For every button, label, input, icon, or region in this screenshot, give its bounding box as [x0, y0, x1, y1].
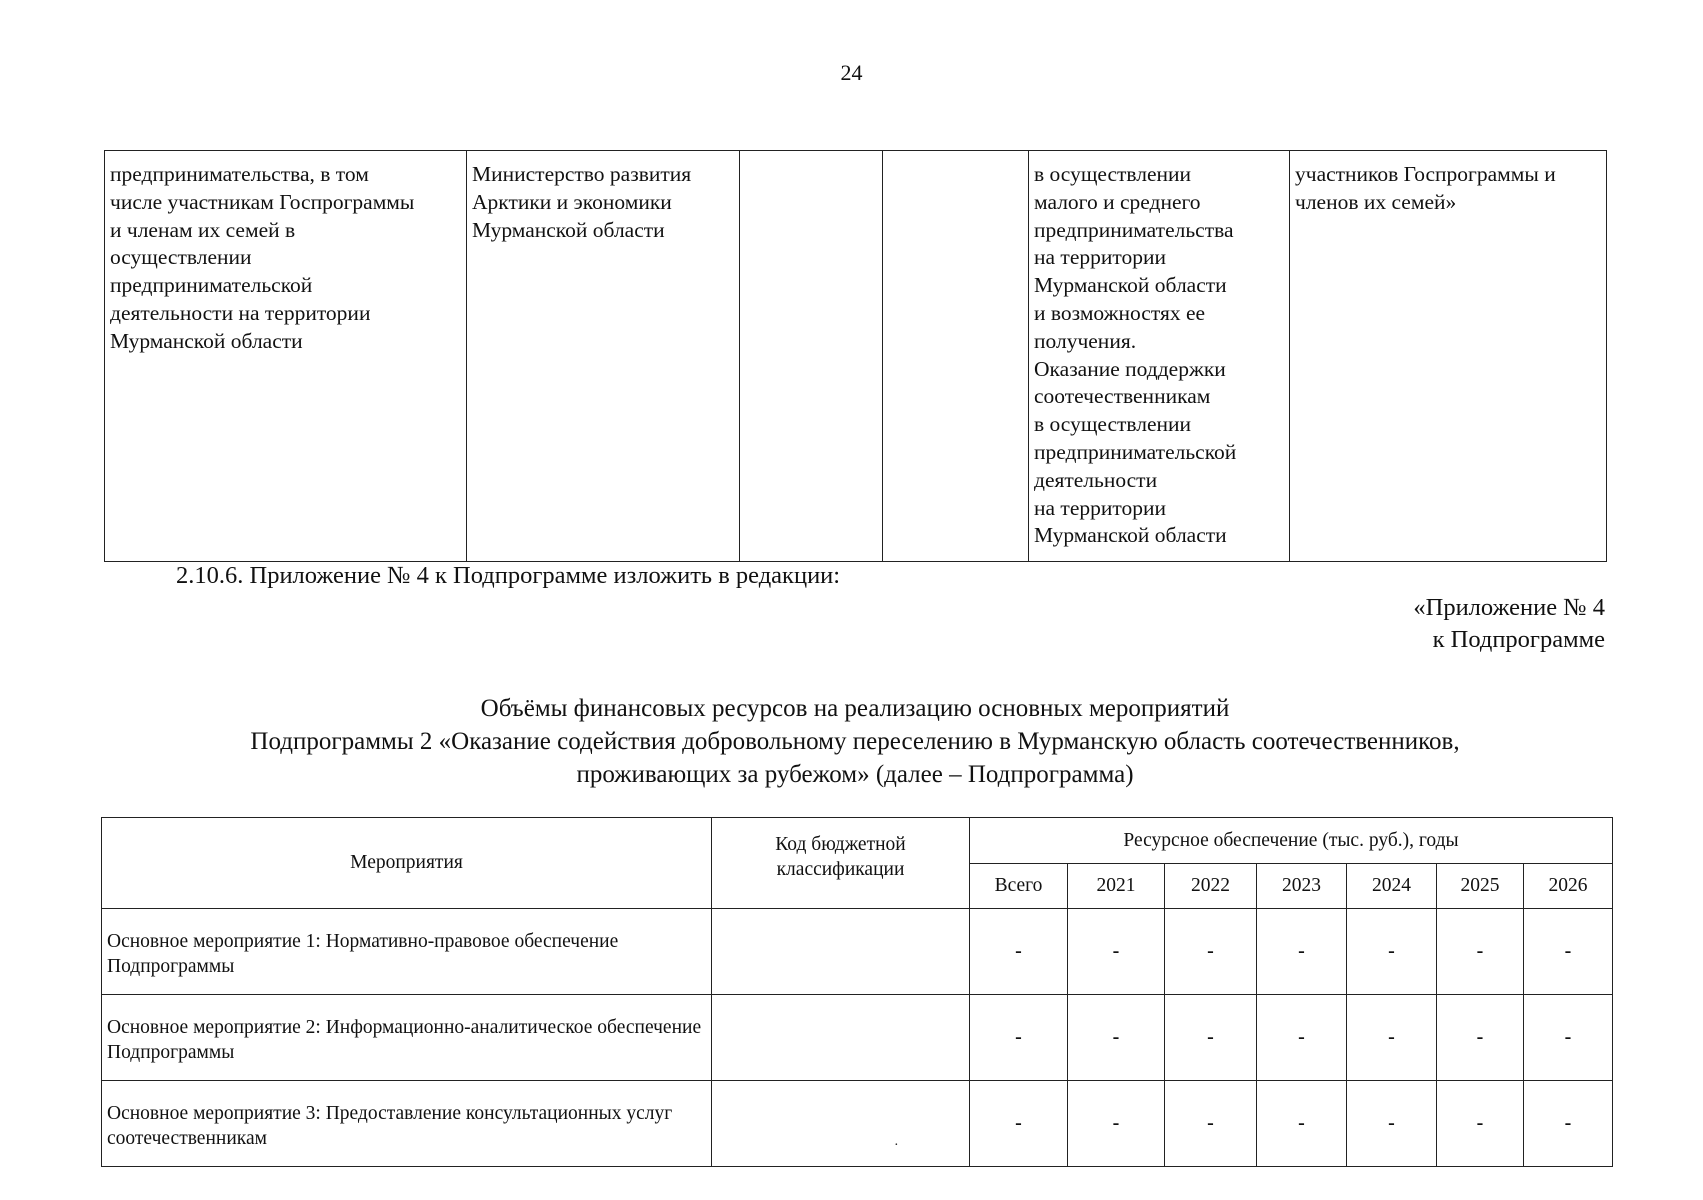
- value-cell: -: [970, 995, 1068, 1081]
- value-cell: -: [1165, 995, 1257, 1081]
- header-year: 2021: [1068, 864, 1165, 909]
- value-cell: -: [1068, 909, 1165, 995]
- value-cell: -: [1524, 1081, 1613, 1167]
- header-year: 2026: [1524, 864, 1613, 909]
- table-cell: [740, 151, 883, 562]
- appendix-heading: [1413, 592, 1605, 656]
- appendix-line: «Приложение № 4: [1413, 594, 1605, 621]
- value-cell: -: [1437, 909, 1524, 995]
- budget-code-cell: [712, 995, 970, 1081]
- appendix-line: к Подпрограмме: [1432, 626, 1605, 653]
- value-cell: -: [1257, 909, 1347, 995]
- finance-table: [101, 817, 1613, 1167]
- page-number: 24: [840, 60, 863, 85]
- continuation-table: [104, 150, 1607, 562]
- value-cell: -: [1347, 995, 1437, 1081]
- header-year: 2022: [1165, 864, 1257, 909]
- title-line: проживающих за рубежом» (далее – Подпрограмма): [576, 761, 1134, 788]
- value-cell: -: [970, 1081, 1068, 1167]
- value-cell: -: [1165, 1081, 1257, 1167]
- value-cell: -: [1524, 909, 1613, 995]
- header-resources: Ресурсное обеспечение (тыс. руб.), годы: [970, 818, 1613, 864]
- value-cell: -: [1437, 995, 1524, 1081]
- scan-dot: ·: [894, 1138, 899, 1153]
- document-title: [104, 692, 1606, 791]
- title-line: Подпрограммы 2 «Оказание содействия добровольному переселению в Мурманскую область соотечественников,: [250, 728, 1460, 755]
- header-activities: Мероприятия: [102, 818, 712, 909]
- header-budget-code: Код бюджетной классификации: [712, 818, 970, 909]
- title-line: Объёмы финансовых ресурсов на реализацию основных мероприятий: [480, 695, 1230, 722]
- budget-code-cell: [712, 1081, 970, 1167]
- header-row: [102, 818, 1613, 864]
- table-row: [102, 995, 1613, 1081]
- value-cell: -: [1068, 995, 1165, 1081]
- amendment-paragraph: 2.10.6. Приложение № 4 к Подпрограмме изложить в редакции:: [176, 562, 841, 589]
- activity-cell: Основное мероприятие 1: Нормативно-правовое обеспечение Подпрограммы: [102, 909, 712, 995]
- value-cell: -: [1524, 995, 1613, 1081]
- table-row: [102, 1081, 1613, 1167]
- value-cell: -: [1347, 909, 1437, 995]
- value-cell: -: [1257, 995, 1347, 1081]
- value-cell: -: [1437, 1081, 1524, 1167]
- table-cell: предпринимательства, в том числе участникам Госпрограммы и членам их семей в осуществлении предпринимательской деятельности на территории Мурманской области: [105, 151, 467, 562]
- value-cell: -: [1347, 1081, 1437, 1167]
- activity-cell: Основное мероприятие 2: Информационно-аналитическое обеспечение Подпрограммы: [102, 995, 712, 1081]
- value-cell: -: [1257, 1081, 1347, 1167]
- budget-code-cell: [712, 909, 970, 995]
- value-cell: -: [1165, 909, 1257, 995]
- header-year: 2025: [1437, 864, 1524, 909]
- table-cell: в осуществлении малого и среднего предпринимательства на территории Мурманской области и возможностях ее получения. Оказание поддержки соотечественникам в осуществлении предпринимательской деятельности на территории Мурманской области: [1029, 151, 1290, 562]
- table-row: [105, 151, 1607, 562]
- activity-cell: Основное мероприятие 3: Предоставление консультационных услуг соотечественникам: [102, 1081, 712, 1167]
- table-cell: Министерство развития Арктики и экономики Мурманской области: [467, 151, 740, 562]
- value-cell: -: [1068, 1081, 1165, 1167]
- header-year: 2023: [1257, 864, 1347, 909]
- value-cell: -: [970, 909, 1068, 995]
- header-total: Всего: [970, 864, 1068, 909]
- header-year: 2024: [1347, 864, 1437, 909]
- table-cell: [883, 151, 1029, 562]
- table-row: [102, 909, 1613, 995]
- table-cell: участников Госпрограммы и членов их семей»: [1290, 151, 1607, 562]
